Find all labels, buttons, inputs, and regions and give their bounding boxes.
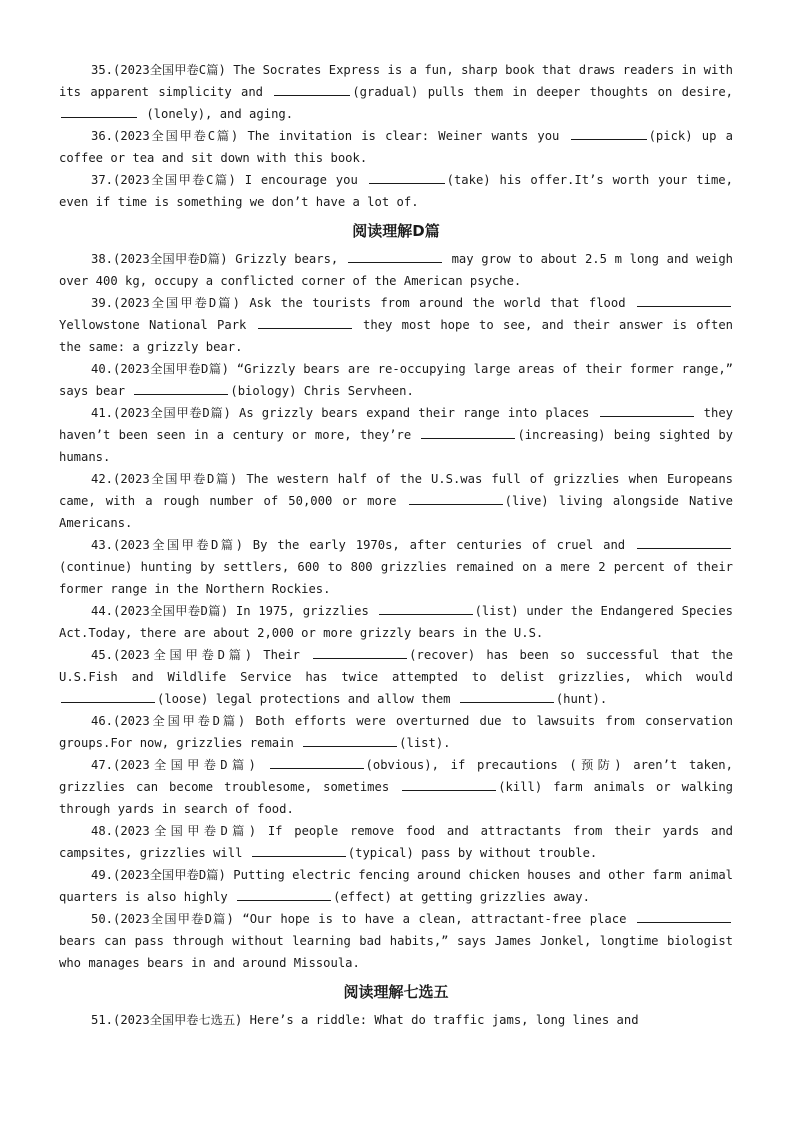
question-36: 36.(2023全国甲卷C篇) The invitation is clear: Weiner wants you (pick) up a coffee or tea and sit down with this book.: [59, 129, 733, 165]
answer-blank[interactable]: [637, 547, 731, 549]
answer-blank[interactable]: [274, 94, 350, 96]
answer-blank[interactable]: [313, 657, 407, 659]
answer-blank[interactable]: [571, 138, 647, 140]
question-49: 49.(2023全国甲卷D篇) Putting electric fencing around chicken houses and other farm animal quarters is also highly (effect) at getting grizzlies away.: [59, 868, 733, 904]
answer-blank[interactable]: [402, 789, 496, 791]
answer-blank[interactable]: [421, 437, 515, 439]
question-50: 50.(2023全国甲卷D篇) “Our hope is to have a clean, attractant-free place bears can pass through without learning bad habits,” says James Jonkel, longtime biologist who manages bears in and around Missoula.: [59, 912, 733, 970]
answer-blank[interactable]: [61, 701, 155, 703]
answer-blank[interactable]: [303, 745, 397, 747]
answer-blank[interactable]: [409, 503, 503, 505]
question-42: 42.(2023全国甲卷D篇) The western half of the U.S.was full of grizzlies when Europeans came, with a rough number of 50,000 or more (live) living alongside Native Americans.: [59, 472, 734, 530]
question-47: 47.(2023全国甲卷D篇) (obvious), if precautions (预防) aren’t taken, grizzlies can become troublesome, sometimes (kill) farm animals or walking through yards in search of food.: [59, 758, 734, 816]
answer-blank[interactable]: [637, 921, 731, 923]
question-40: 40.(2023全国甲卷D篇) “Grizzly bears are re-occupying large areas of their former range,” says bear (biology) Chris Servheen.: [59, 362, 733, 398]
answer-blank[interactable]: [252, 855, 346, 857]
answer-blank[interactable]: [460, 701, 554, 703]
question-44: 44.(2023全国甲卷D篇) In 1975, grizzlies (list) under the Endangered Species Act.Today, there are about 2,000 or more grizzly bears in the U.S.: [59, 604, 734, 640]
answer-blank[interactable]: [600, 415, 694, 417]
question-39: 39.(2023全国甲卷D篇) Ask the tourists from around the world that flood Yellowstone National Park they most hope to see, and their answer is often the same: a grizzly bear.: [59, 296, 733, 354]
section-heading-seven-choose-five: 阅读理解七选五: [343, 983, 449, 1001]
question-48: 48.(2023全国甲卷D篇) If people remove food and attractants from their yards and campsites, grizzlies will (typical) pass by without trouble.: [59, 824, 733, 860]
answer-blank[interactable]: [379, 613, 473, 615]
section-heading-d: 阅读理解D篇: [352, 222, 440, 240]
question-35: 35.(2023全国甲卷C篇) The Socrates Express is a fun, sharp book that draws readers in with its apparent simplicity and (gradual) pulls them in deeper thoughts on desire, (lonely), and aging.: [59, 63, 734, 121]
question-46: 46.(2023全国甲卷D篇) Both efforts were overturned due to lawsuits from conservation groups.For now, grizzlies remain (list).: [59, 714, 733, 750]
answer-blank[interactable]: [369, 182, 445, 184]
answer-blank[interactable]: [270, 767, 364, 769]
question-37: 37.(2023全国甲卷C篇) I encourage you (take) his offer.It’s worth your time, even if time is something we don’t have a lot of.: [59, 173, 733, 209]
answer-blank[interactable]: [348, 261, 442, 263]
answer-blank[interactable]: [637, 305, 731, 307]
answer-blank[interactable]: [237, 899, 331, 901]
answer-blank[interactable]: [134, 393, 228, 395]
answer-blank[interactable]: [61, 116, 137, 118]
question-45: 45.(2023全国甲卷D篇) Their (recover) has been so successful that the U.S.Fish and Wildlife Service has twice attempted to delist grizzlies, which would (loose) legal protections and allow them (hunt).: [59, 648, 733, 706]
answer-blank[interactable]: [258, 327, 352, 329]
question-43: 43.(2023全国甲卷D篇) By the early 1970s, after centuries of cruel and (continue) hunting by settlers, 600 to 800 grizzlies remained on a mere 2 percent of their former range in the Northern Rockies.: [59, 538, 733, 596]
question-51: 51.(2023全国甲卷七选五) Here’s a riddle: What do traffic jams, long lines and: [91, 1013, 639, 1027]
question-41: 41.(2023全国甲卷D篇) As grizzly bears expand their range into places they haven’t been seen in a century or more, they’re (increasing) being sighted by humans.: [59, 406, 733, 464]
question-38: 38.(2023全国甲卷D篇) Grizzly bears, may grow to about 2.5 m long and weigh over 400 kg, occupy a conflicted corner of the American psyche.: [59, 252, 733, 288]
document-body: [59, 59, 733, 1031]
